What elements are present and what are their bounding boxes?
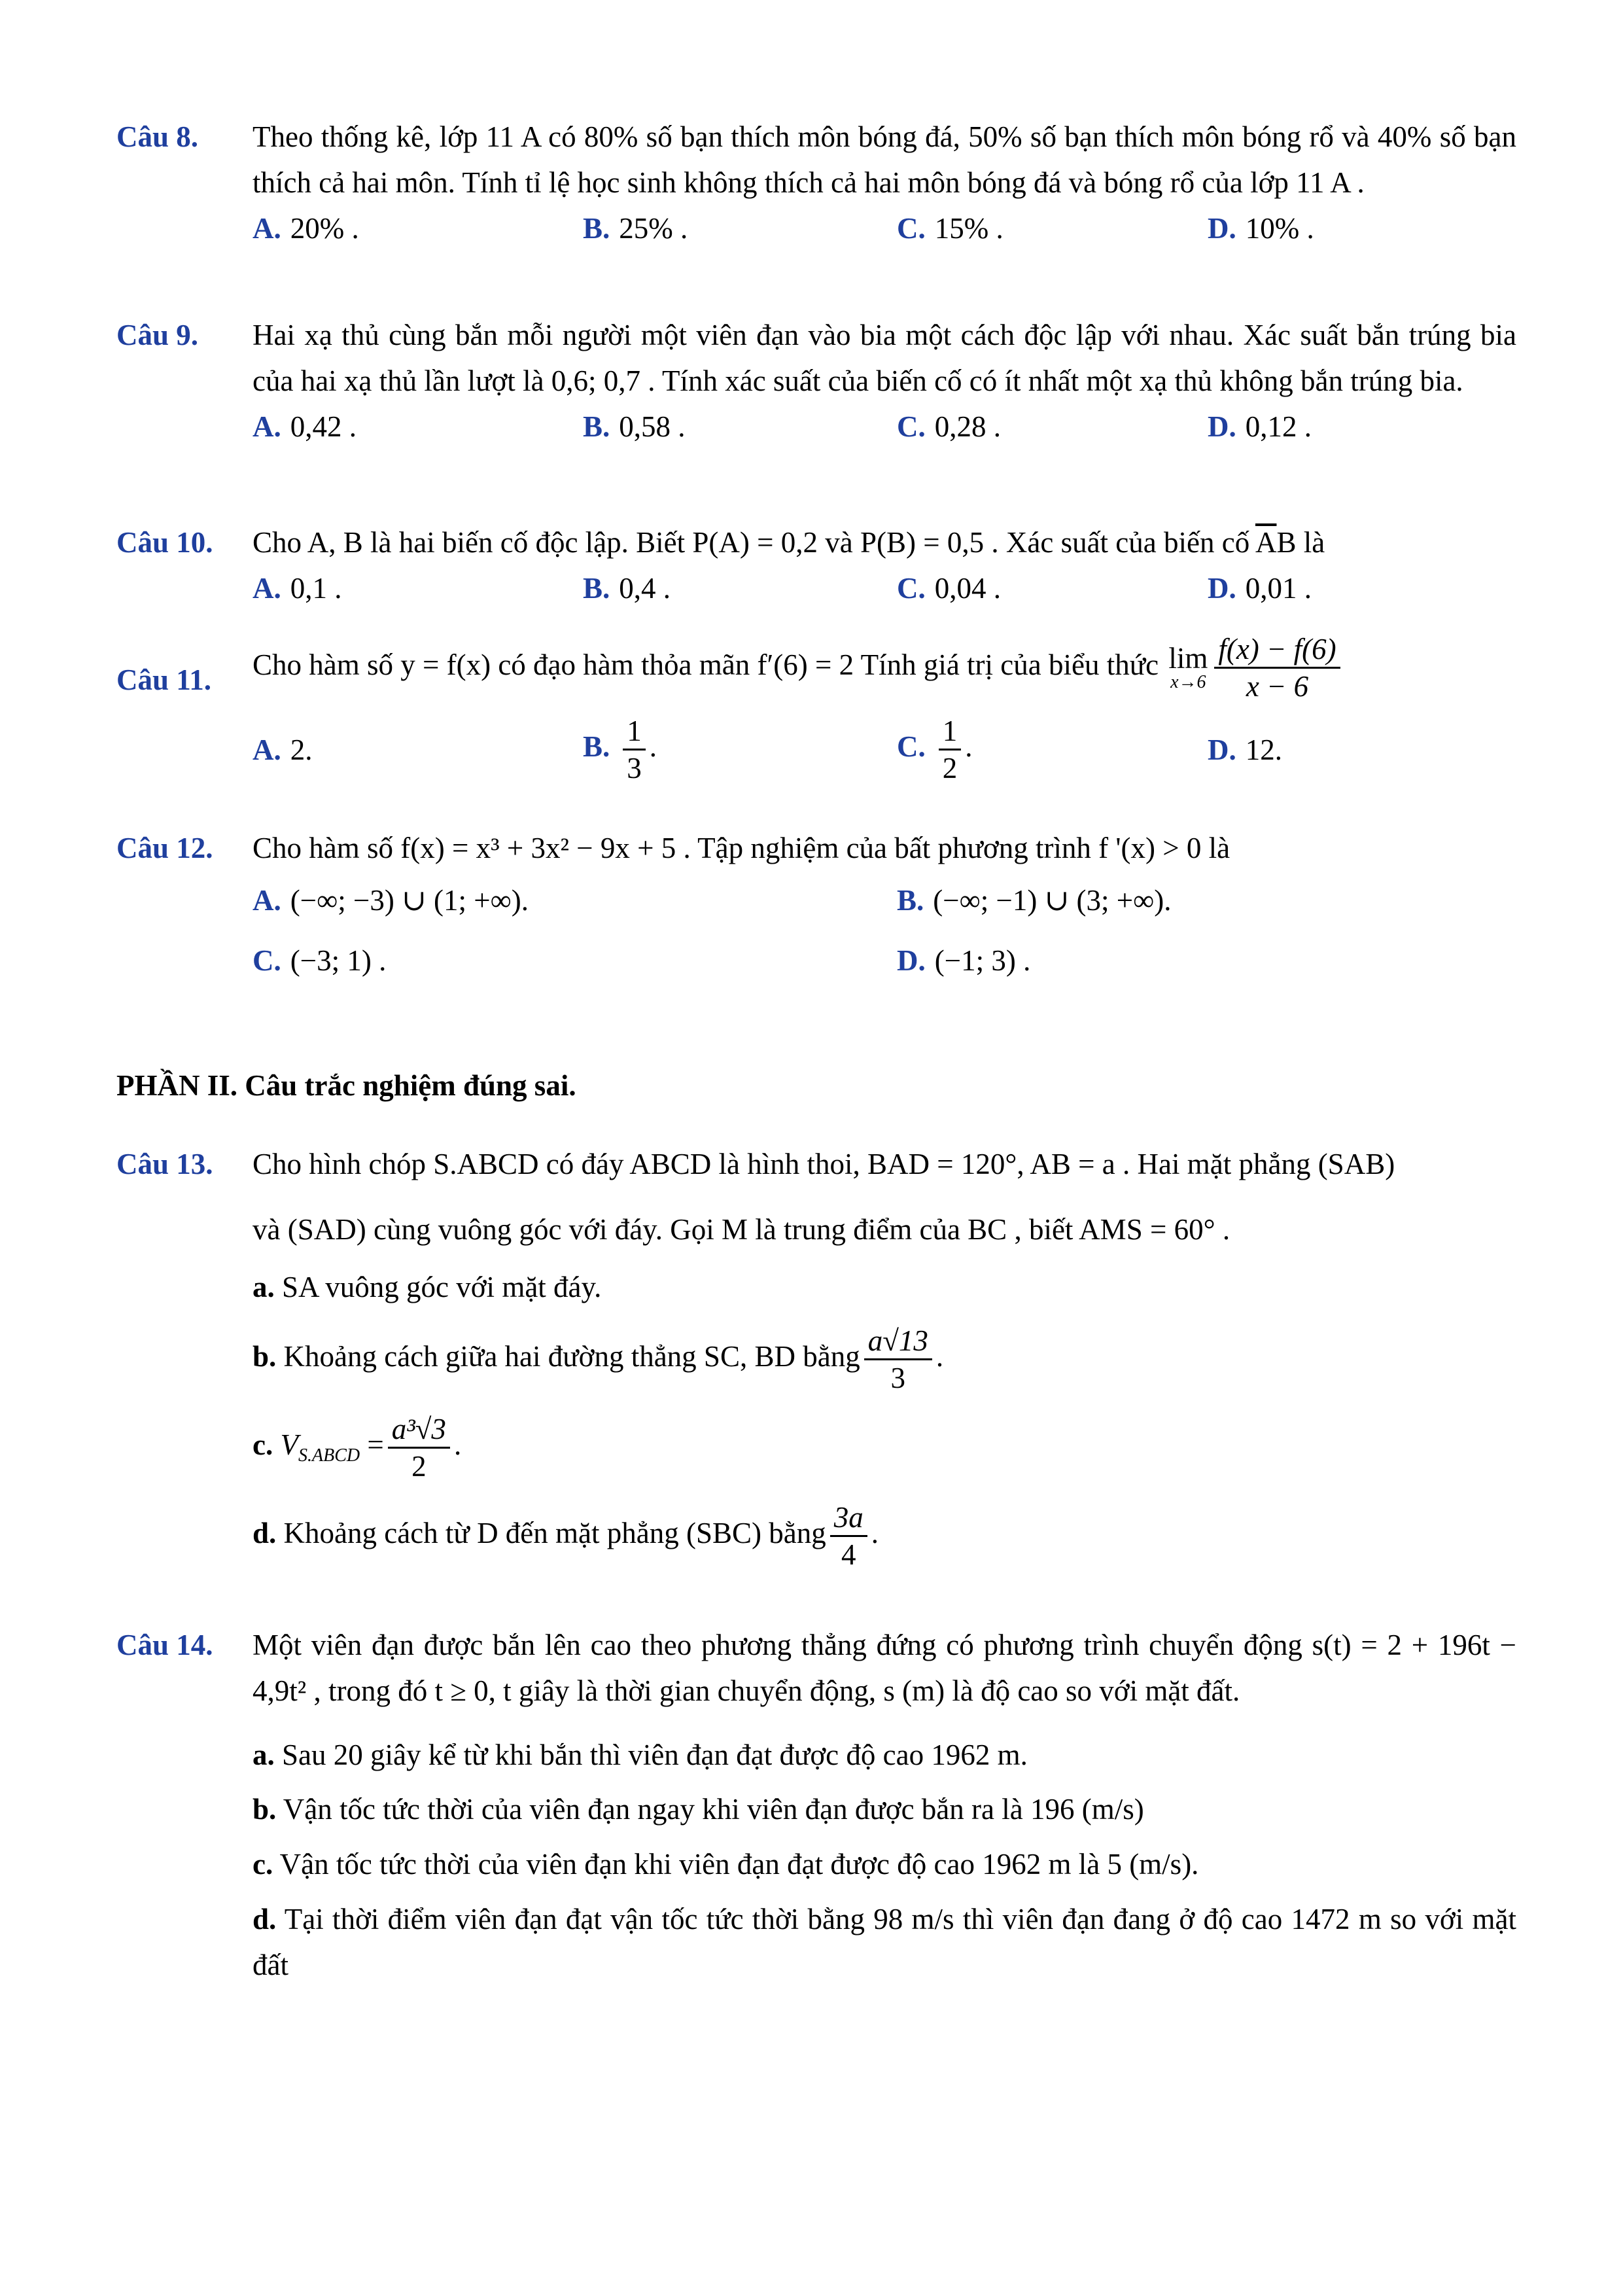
question-14 <box>116 1623 1516 1988</box>
option-c: C. (−3; 1) . <box>253 944 387 977</box>
option-d: D. 0,01 . <box>1208 571 1312 605</box>
question-text: Cho A, B là hai biến cố độc lập. Biết P(A) = 0,2 và P(B) = 0,5 . Xác suất của biến cố $\overline{A}B$ là <box>253 526 1325 559</box>
question-text: Cho hàm số f(x) = x³ + 3x² − 9x + 5 . Tập nghiệm của bất phương trình f '(x) > 0 là <box>253 832 1230 864</box>
options-row <box>253 566 1516 613</box>
options-row <box>253 713 1516 798</box>
option-a: A. 2. <box>253 733 313 766</box>
option-b: B. (−∞; −1) ∪ (3; +∞). <box>897 883 1172 917</box>
option-a: A. 0,42 . <box>253 410 357 443</box>
statement-c: c. Vận tốc tức thời của viên đạn khi viên đạn đạt được độ cao 1962 m là 5 (m/s). <box>253 1848 1199 1881</box>
question-text: và (SAD) cùng vuông góc với đáy. Gọi M là trung điểm của BC , biết AMS = 60° . <box>253 1212 1230 1246</box>
option-b: B. 0,58 . <box>583 410 686 443</box>
question-8 <box>116 115 1516 253</box>
options-row <box>253 404 1516 451</box>
statement-a: a. SA vuông góc với mặt đáy. <box>253 1270 602 1303</box>
option-d: D. 10% . <box>1208 211 1314 245</box>
question-9 <box>116 313 1516 451</box>
question-label: Câu 12. <box>116 832 213 864</box>
option-d: D. 0,12 . <box>1208 410 1312 443</box>
statement-c: c. $V_{S.ABCD}$ = $\frac{\text{a³√3}}{2}$ . <box>253 1413 462 1483</box>
statement-b: b. Khoảng cách giữa hai đường thẳng SC, BD bằng $\frac{a√13}{3}$ . <box>253 1324 944 1395</box>
limit-fraction: $\frac{f(x) - f(6)}{x - 6}$ <box>1214 631 1340 704</box>
option-b: B. 0,4 . <box>583 571 671 605</box>
option-d: D. 12. <box>1208 733 1282 766</box>
option-d: D. (−1; 3) . <box>897 944 1031 977</box>
option-a: A. 20% . <box>253 211 359 245</box>
section-heading: PHẦN II. Câu trắc nghiệm đúng sai. <box>116 1069 576 1102</box>
question-10 <box>116 520 1516 613</box>
option-c: C. 0,04 . <box>897 571 1001 605</box>
question-text: Cho hàm số y = f(x) có đạo hàm thỏa mãn f′(6) = 2 Tính giá trị của biểu thức lim x→6 $\frac{f(x) - f(6)}{x - 6}$ <box>253 631 1516 704</box>
question-text: Một viên đạn được bắn lên cao theo phương thẳng đứng có phương trình chuyển động s(t) = 2 + 196t − 4,9t² , trong đó t ≥ 0, t giây là thời gian chuyển động, s (m) là độ cao so với mặt đất. <box>253 1629 1516 1707</box>
limit-operator: lim x→6 <box>1168 642 1208 692</box>
question-label: Câu 9. <box>116 319 199 351</box>
question-label: Câu 10. <box>116 526 213 559</box>
option-a: A. 0,1 . <box>253 571 342 605</box>
statement-d: d. Tại thời điểm viên đạn đạt vận tốc tức thời bằng 98 m/s thì viên đạn đang ở độ cao 1472 m so với mặt đất <box>253 1902 1517 1981</box>
option-c: C. $\frac{1}{2}$ . <box>897 715 973 785</box>
question-label: Câu 13. <box>116 1148 213 1180</box>
question-11 <box>116 631 1516 798</box>
option-b: B. $\frac{1}{3}$ . <box>583 715 657 785</box>
options-row <box>253 938 1516 998</box>
question-text: Cho hình chóp S.ABCD có đáy ABCD là hình thoi, BAD = 120°, AB = a . Hai mặt phẳng (SAB) <box>253 1148 1395 1180</box>
options-row <box>253 878 1516 938</box>
statement-d: d. Khoảng cách từ D đến mặt phẳng (SBC) bằng $\frac{3a}{4}$ . <box>253 1501 879 1572</box>
option-c: C. 0,28 . <box>897 410 1001 443</box>
question-13 <box>116 1142 1516 1572</box>
options-row <box>253 206 1516 253</box>
question-label: Câu 11. <box>116 663 212 696</box>
statement-b: b. Vận tốc tức thời của viên đạn ngay khi viên đạn được bắn ra là 196 (m/s) <box>253 1793 1144 1826</box>
question-text: Hai xạ thủ cùng bắn mỗi người một viên đạn vào bia một cách độc lập với nhau. Xác suất bắn trúng bia của hai xạ thủ lần lượt là 0,6; 0,7 . Tính xác suất của biến cố có ít nhất một xạ thủ không bắn trúng bia. <box>253 319 1516 397</box>
question-label: Câu 14. <box>116 1629 213 1661</box>
option-b: B. 25% . <box>583 211 688 245</box>
question-label: Câu 8. <box>116 120 199 153</box>
complement-bar: $\overline{A}$ <box>1255 526 1277 559</box>
question-12 <box>116 826 1516 998</box>
option-c: C. 15% . <box>897 211 1003 245</box>
question-text: Theo thống kê, lớp 11 A có 80% số bạn thích môn bóng đá, 50% số bạn thích môn bóng rổ và 40% số bạn thích cả hai môn. Tính tỉ lệ học sinh không thích cả hai môn bóng đá và bóng rổ của lớp 11 A . <box>253 120 1516 199</box>
option-a: A. (−∞; −3) ∪ (1; +∞). <box>253 883 529 917</box>
statement-a: a. Sau 20 giây kể từ khi bắn thì viên đạn đạt được độ cao 1962 m. <box>253 1738 1028 1771</box>
